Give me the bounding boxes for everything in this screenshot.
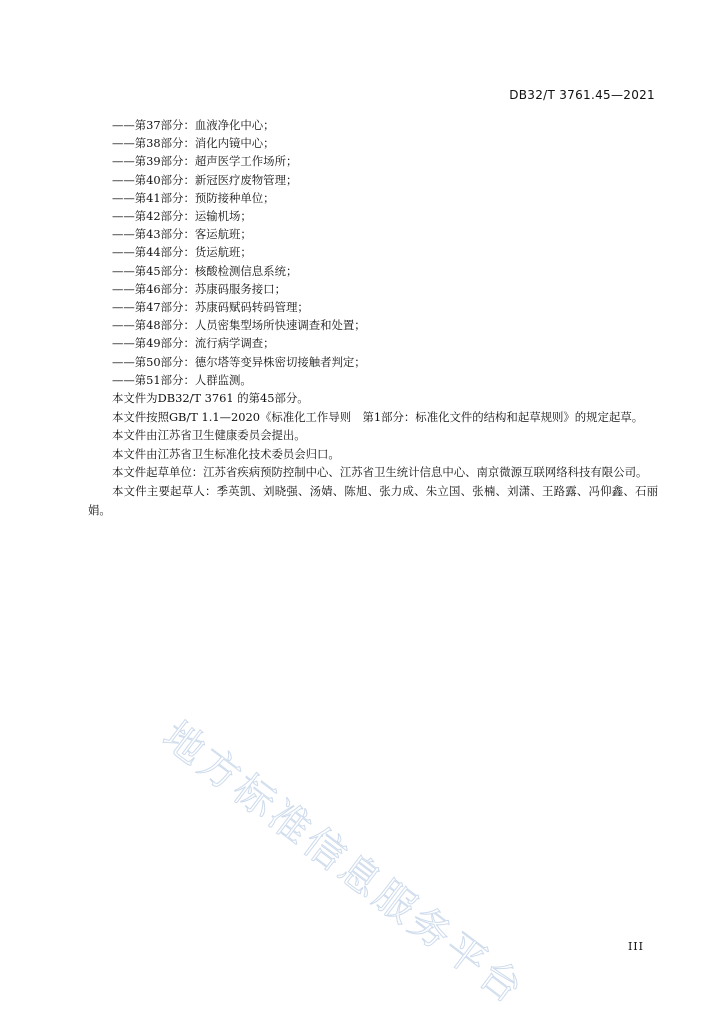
list-item: ——第42部分：运输机场； — [112, 209, 252, 224]
parts-list — [88, 116, 658, 389]
list-item: ——第37部分：血液净化中心； — [112, 118, 275, 132]
list-item: ——第49部分：流行病学调查； — [112, 336, 275, 351]
list-item: ——第48部分：人员密集型场所快速调查和处置； — [112, 318, 366, 333]
list-item: ——第46部分：苏康码服务接口； — [112, 281, 286, 296]
list-item: ——第39部分：超声医学工作场所； — [112, 154, 298, 169]
proposer-statement: 本文件由江苏省卫生健康委员会提出。 — [112, 428, 306, 443]
page-content — [88, 116, 658, 519]
list-item: ——第43部分：客运航班； — [112, 227, 252, 242]
drafting-organizations: 本文件起草单位：江苏省疾病预防控制中心、江苏省卫生统计信息中心、南京微源互联网络科技有限公司。 — [112, 465, 648, 480]
page-number: III — [627, 940, 644, 953]
list-item: ——第38部分：消化内镜中心； — [112, 136, 275, 151]
main-drafters: 本文件主要起草人：季英凯、刘晓强、汤婧、陈旭、张力成、朱立国、张楠、刘潇、王路露、冯仰鑫、石丽娟。 — [88, 484, 658, 517]
list-item: ——第47部分：苏康码赋码转码管理； — [112, 300, 309, 315]
drafting-rules-statement: 本文件按照GB/T 1.1—2020《标准化工作导则 第1部分：标准化文件的结构和起草规则》的规定起草。 — [112, 409, 644, 424]
list-item: ——第50部分：德尔塔等变异株密切接触者判定； — [112, 354, 366, 369]
list-item: ——第45部分：核酸检测信息系统； — [112, 263, 298, 278]
list-item: ——第41部分：预防接种单位； — [112, 190, 275, 205]
document-code: DB32/T 3761.45—2021 — [509, 88, 655, 102]
list-item: ——第40部分：新冠医疗废物管理； — [112, 172, 298, 187]
list-item: ——第51部分：人群监测。 — [112, 372, 252, 387]
administrator-statement: 本文件由江苏省卫生标准化技术委员会归口。 — [112, 446, 340, 461]
watermark: 地方标准信息服务平台 — [154, 712, 534, 1015]
part-statement: 本文件为DB32/T 3761 的第45部分。 — [112, 391, 309, 406]
list-item: ——第44部分：货运航班； — [112, 245, 252, 260]
